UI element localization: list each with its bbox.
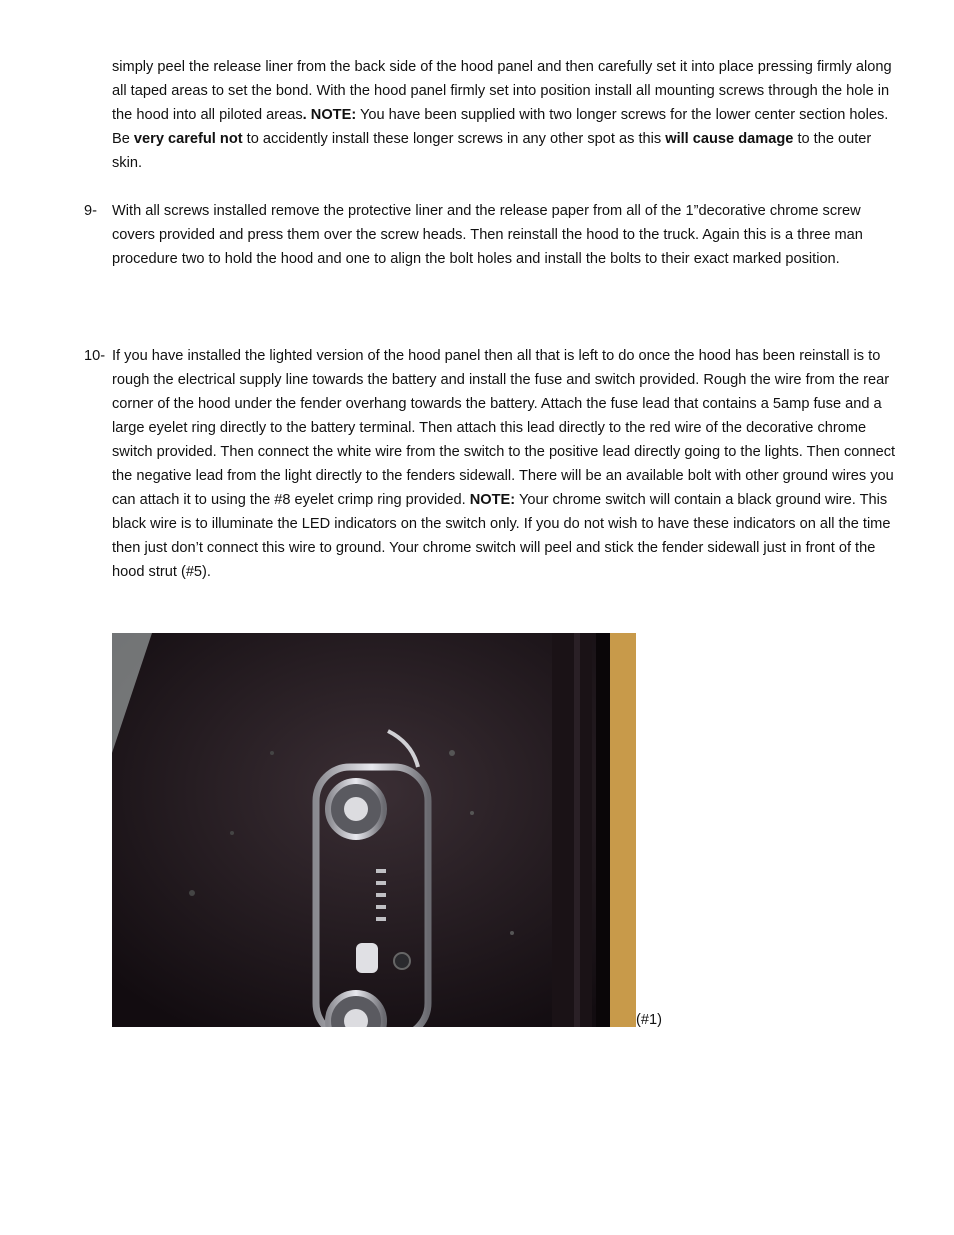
note-label: . NOTE: bbox=[302, 107, 357, 123]
continuation-paragraph bbox=[112, 55, 902, 175]
step-10-text: If you have installed the lighted version of the hood panel then all that is left to do once the hood has been reinstall is to rough the electrical supply line towards the battery and install the fuse and switch provided. Rough the wire from the rear corner of the hood under the fender overhang towards the battery. Attach the fuse lead that contains a 5amp fuse and a large eyelet ring directly to the battery terminal. Then attach this lead directly to the red wire of the decorative chrome switch provided. Then connect the white wire from the switch to the positive lead directly going to the lights. Then connect the negative lead from the light directly to the fenders sidewall. There will be an available bolt with other ground wires you can attach it to using the #8 eyelet crimp ring provided. bbox=[112, 348, 896, 508]
hood-switch-photo bbox=[112, 633, 636, 1027]
step-9-text: With all screws installed remove the protective liner and the release paper from all of the 1”decorative chrome screw covers provided and press them over the screw heads. Then reinstall the hood to the truck. Again this is a three man procedure two to hold the hood and one to align the bolt holes and install the bolts to their exact marked position. bbox=[112, 203, 863, 267]
step-10-text: Your chrome switch will contain a black ground wire. This black wire is to illuminate the LED indicators on the switch only. If you do not wish to have these indicators on all the time then just don’t connect this wire to ground. Your chrome switch will peel and stick the fender sidewall just in front of the hood strut (#5). bbox=[112, 492, 891, 580]
warning-bold: very careful not bbox=[133, 131, 243, 147]
continuation-text: to accidently install these longer screws in any other spot as this bbox=[242, 131, 666, 147]
continuation-text: You have been supplied with two longer screws for the lower center section holes. Be bbox=[112, 107, 889, 147]
note-label: NOTE: bbox=[469, 492, 516, 508]
step-9-number: 9- bbox=[84, 203, 97, 219]
continuation-text: simply peel the release liner from the back side of the hood panel and then carefully set it into place pressing firmly along all taped areas to set the bond. With the hood panel firmly set into position install all mounting screws through the hole in the hood into all piloted areas bbox=[112, 59, 892, 123]
figure-caption: (#1) bbox=[636, 1012, 662, 1028]
warning-bold: will cause damage bbox=[665, 131, 794, 147]
step-10-paragraph bbox=[112, 344, 902, 584]
continuation-text: to the outer skin. bbox=[112, 131, 872, 171]
step-10-number: 10- bbox=[84, 348, 106, 364]
